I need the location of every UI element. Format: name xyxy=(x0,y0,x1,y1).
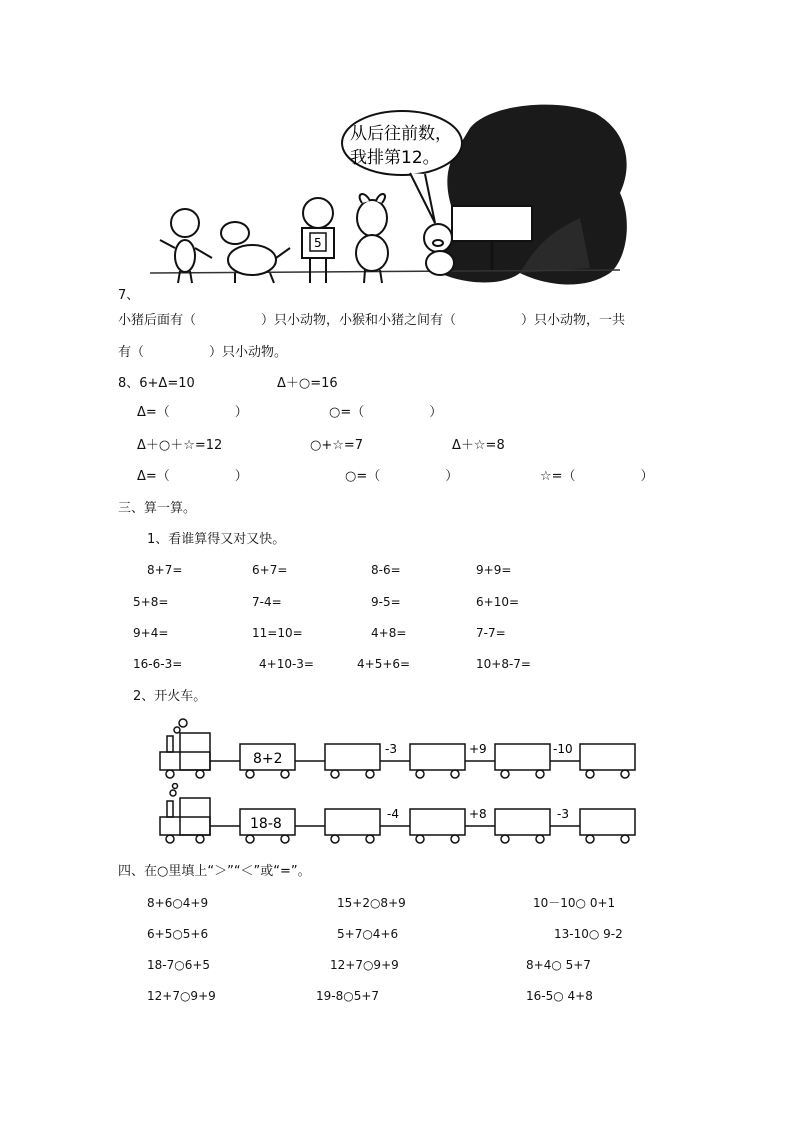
train-car xyxy=(495,809,550,835)
calc-item: 11=10= xyxy=(252,626,303,640)
compare-item: 8+6○4+9 xyxy=(147,896,209,910)
compare-item: 8+4○ 5+7 xyxy=(526,958,591,972)
operation-label: -3 xyxy=(557,807,569,821)
signboard xyxy=(452,206,532,241)
calc-item: 4+10-3= xyxy=(259,657,314,671)
calc-item: 6+7= xyxy=(252,563,288,577)
calc-item: 4+5+6= xyxy=(357,657,411,671)
section3-sub1: 1、看谁算得又对又快。 xyxy=(147,532,286,547)
train-2 xyxy=(155,783,640,845)
calc-item: 7-7= xyxy=(476,626,506,640)
shirt-number: 5 xyxy=(314,236,322,250)
speech-line1: 从后往前数， xyxy=(350,124,452,144)
smoke-puff xyxy=(173,784,178,789)
compare-item: 12+7○9+9 xyxy=(330,958,399,972)
monkey xyxy=(160,209,212,283)
train-1 xyxy=(155,718,640,780)
smoke-puff xyxy=(170,790,176,796)
q7-line1: 小猪后面有（ ）只小动物，小猴和小猪之间有（ ）只小动物，一共 xyxy=(118,313,626,328)
section4-title: 四、在○里填上“＞”“＜”或“=”。 xyxy=(118,864,311,879)
compare-item: 12+7○9+9 xyxy=(147,989,216,1003)
calc-item: 7-4= xyxy=(252,595,282,609)
calc-item: 5+8= xyxy=(133,595,169,609)
calc-item: 8-6= xyxy=(371,563,401,577)
chimney xyxy=(167,801,173,817)
calc-item: 16-6-3= xyxy=(133,657,183,671)
q8-ans2b: ○=（ ） xyxy=(345,469,459,484)
section3-sub2: 2、开火车。 xyxy=(133,689,207,704)
calc-item: 8+7= xyxy=(147,563,183,577)
calc-item: 10+8-7= xyxy=(476,657,531,671)
car-expression: 18-8 xyxy=(250,816,282,832)
q7-number: 7、 xyxy=(118,288,140,303)
train-car xyxy=(495,744,550,770)
train-car xyxy=(325,809,380,835)
q8-ans2c: ☆=（ ） xyxy=(540,469,654,484)
operation-label: -10 xyxy=(553,742,573,756)
q8-eq1: 8、6+Δ=10 xyxy=(118,376,195,391)
calc-item: 9-5= xyxy=(371,595,401,609)
compare-item: 5+7○4+6 xyxy=(337,927,399,941)
speech-line2: 我排第12。 xyxy=(350,148,440,168)
compare-item: 6+5○5+6 xyxy=(147,927,209,941)
dog xyxy=(221,222,290,283)
compare-item: 10－10○ 0+1 xyxy=(533,896,616,910)
operation-label: -4 xyxy=(387,807,399,821)
q8-ans1b: ○=（ ） xyxy=(329,405,443,420)
calc-item: 4+8= xyxy=(371,626,407,640)
operation-label: +8 xyxy=(469,807,487,821)
operation-label: -3 xyxy=(385,742,397,756)
goat xyxy=(356,194,388,283)
calc-item: 6+10= xyxy=(476,595,520,609)
q8-eq4: ○+☆=7 xyxy=(310,438,364,453)
compare-item: 19-8○5+7 xyxy=(316,989,380,1003)
train-car xyxy=(580,744,635,770)
q8-eq3: Δ＋○＋☆=12 xyxy=(137,438,223,453)
q8-eq2: Δ＋○=16 xyxy=(277,376,338,391)
locomotive-body xyxy=(160,752,210,770)
q8-eq5: Δ＋☆=8 xyxy=(452,438,505,453)
q8-ans2a: Δ=（ ） xyxy=(137,469,248,484)
animals-illustration xyxy=(140,98,632,298)
smoke-puff xyxy=(179,719,187,727)
train-car xyxy=(410,809,465,835)
train-car xyxy=(580,809,635,835)
compare-item: 15+2○8+9 xyxy=(337,896,406,910)
compare-item: 18-7○6+5 xyxy=(147,958,211,972)
smoke-puff xyxy=(174,727,180,733)
locomotive-body xyxy=(160,817,210,835)
calc-item: 9+4= xyxy=(133,626,169,640)
q8-ans1a: Δ=（ ） xyxy=(137,405,248,420)
chimney xyxy=(167,736,173,752)
compare-item: 16-5○ 4+8 xyxy=(526,989,593,1003)
compare-item: 13-10○ 9-2 xyxy=(554,927,623,941)
operation-label: +9 xyxy=(469,742,487,756)
calc-item: 9+9= xyxy=(476,563,512,577)
train-car xyxy=(325,744,380,770)
car-expression: 8+2 xyxy=(253,751,283,767)
section3-title: 三、算一算。 xyxy=(118,501,197,516)
q7-line2: 有（ ）只小动物。 xyxy=(118,345,288,360)
train-car xyxy=(410,744,465,770)
